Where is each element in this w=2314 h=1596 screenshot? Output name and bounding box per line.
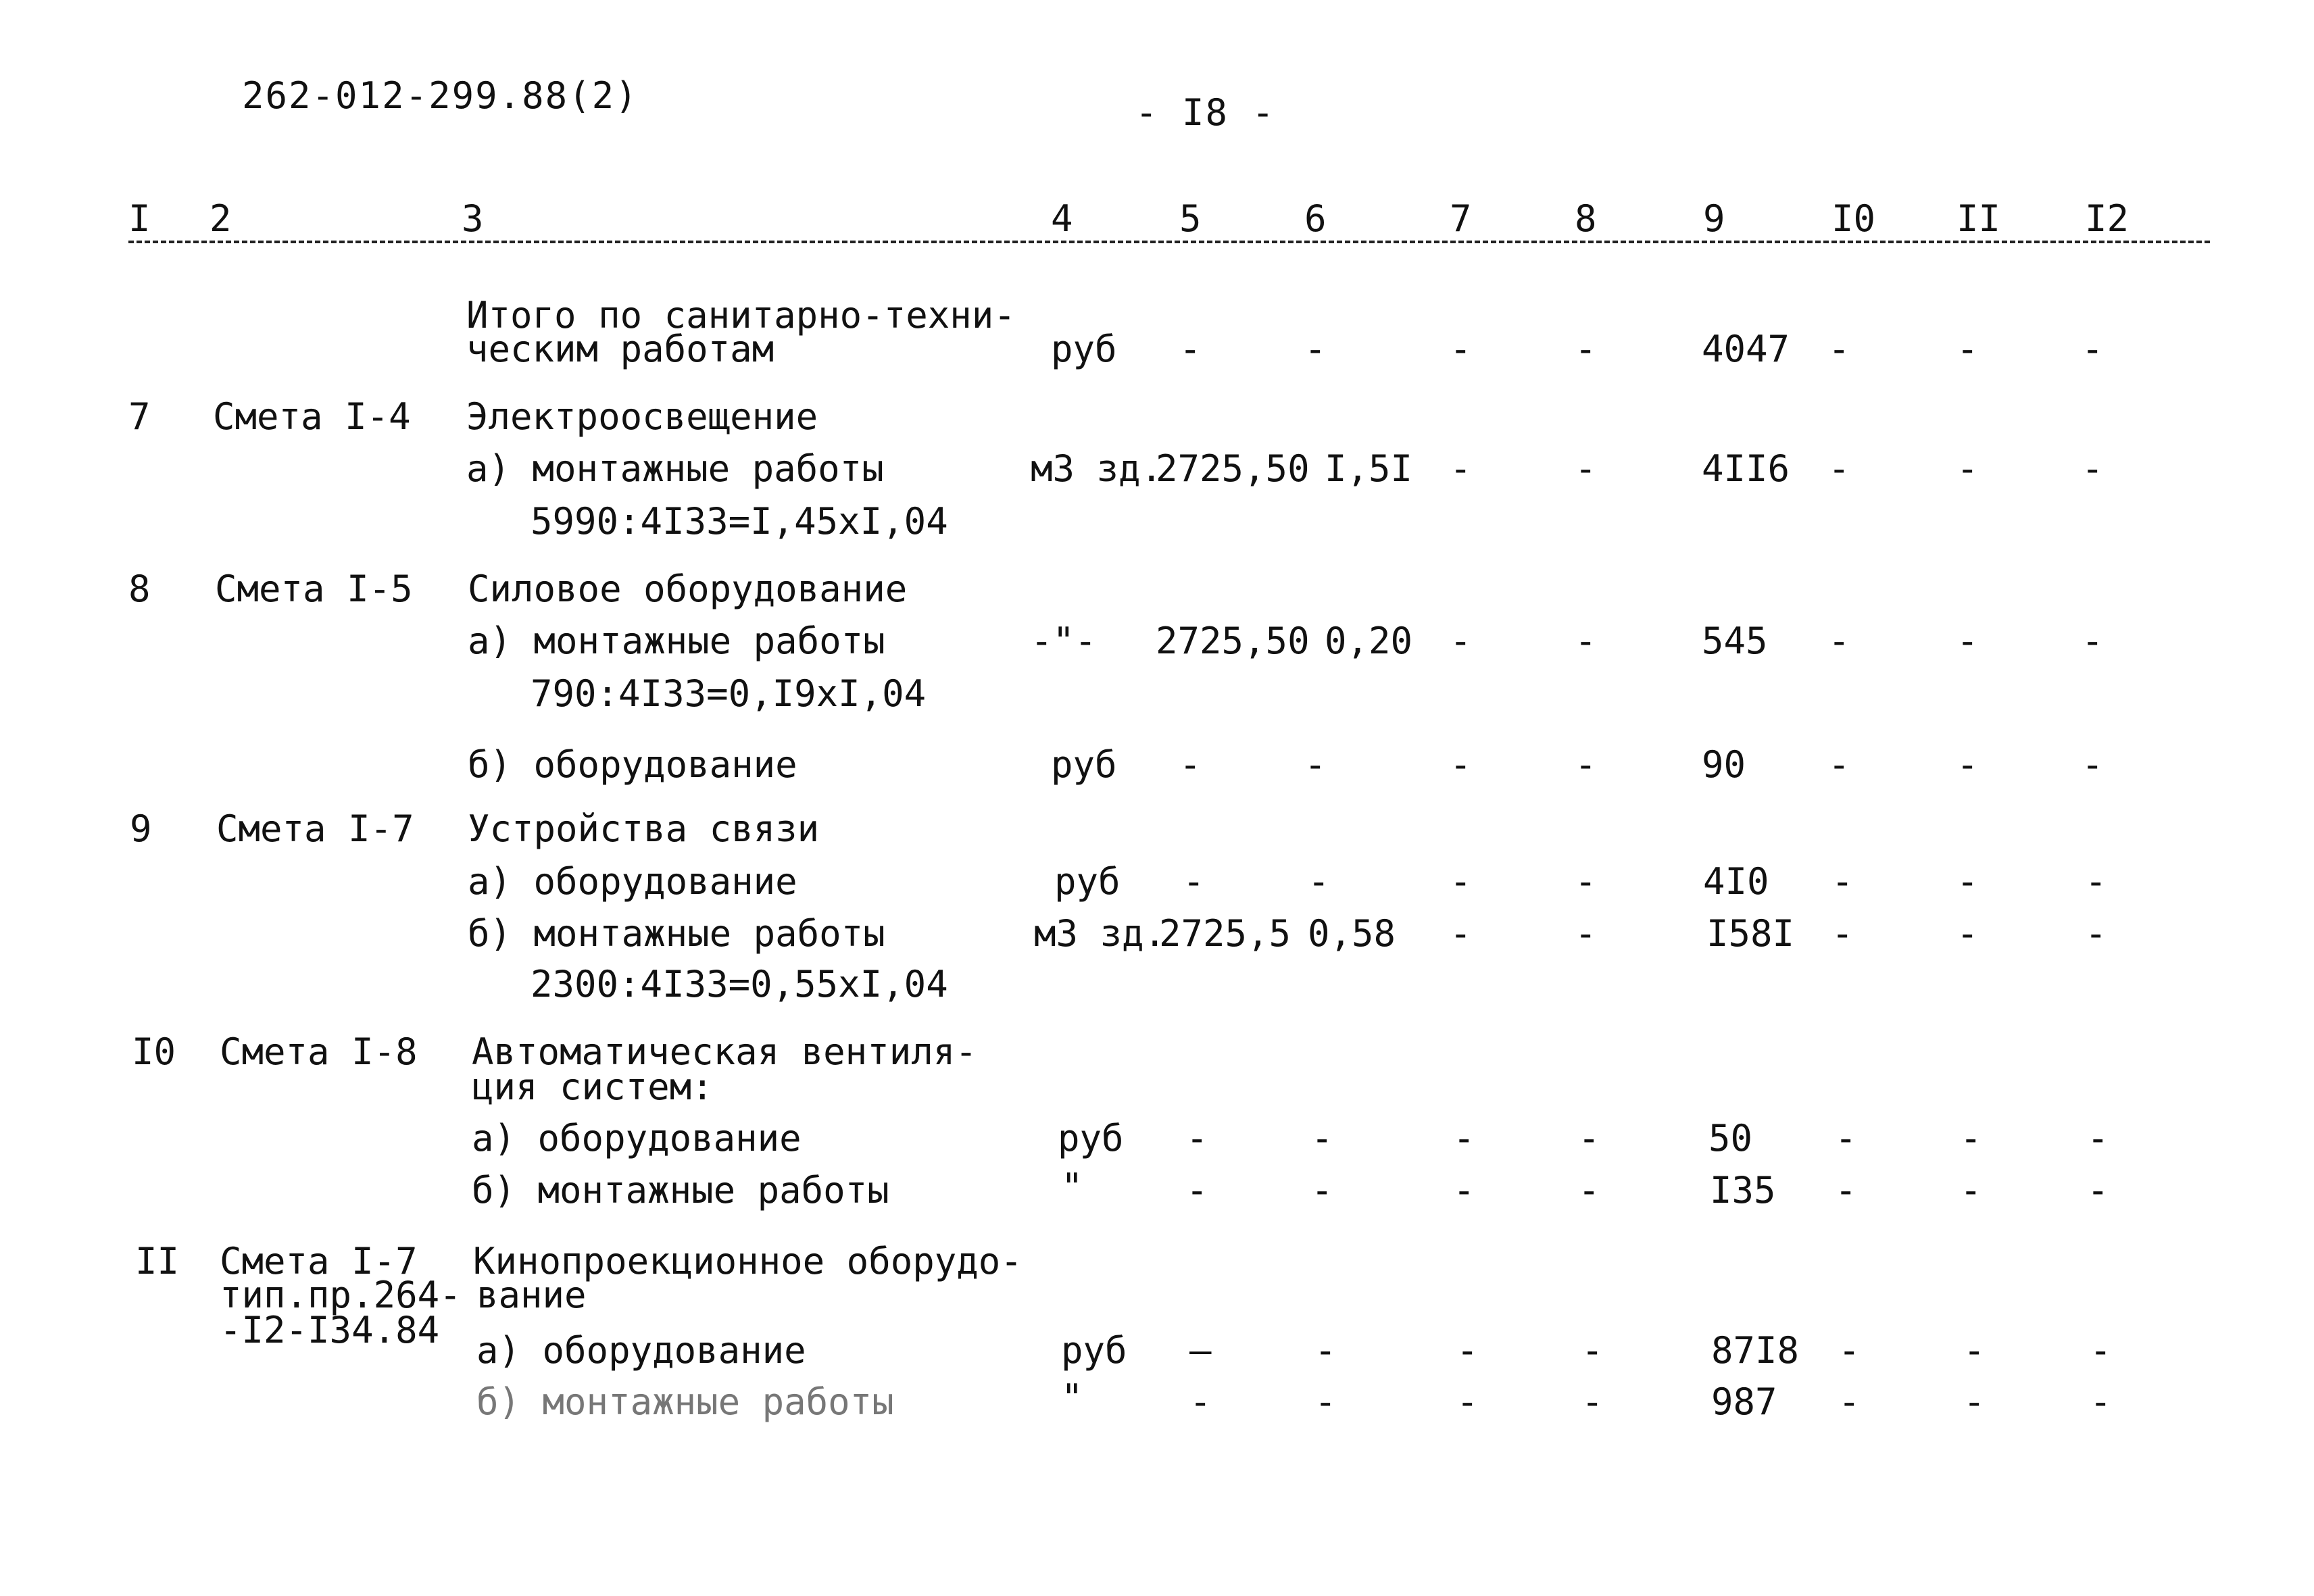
cell-unit: м3 зд. bbox=[1031, 447, 1163, 490]
cell-c6: - bbox=[1311, 1169, 1333, 1212]
cell-c8: - bbox=[1575, 743, 1597, 786]
cell-c11: - bbox=[1956, 860, 1979, 903]
cell-c12: - bbox=[2082, 328, 2104, 370]
cell-description: а) оборудование bbox=[472, 1117, 802, 1159]
cell-formula: 790:4I33=0,I9хI,04 bbox=[531, 672, 927, 715]
cell-c7: - bbox=[1450, 743, 1472, 786]
cell-description: Силовое оборудование bbox=[468, 568, 908, 610]
cell-unit: руб bbox=[1051, 743, 1117, 786]
cell-row-number: 9 bbox=[130, 807, 152, 850]
cell-reference: Смета I-7 bbox=[216, 807, 414, 850]
cell-c5: 2725,50 bbox=[1156, 447, 1310, 490]
cell-c6: - bbox=[1308, 860, 1330, 903]
cell-unit: руб bbox=[1058, 1117, 1124, 1159]
cell-description: б) монтажные работы bbox=[472, 1169, 889, 1212]
cell-row-number: 7 bbox=[128, 395, 151, 438]
cell-c11: - bbox=[1963, 1329, 1986, 1372]
column-header-4: 4 bbox=[1051, 197, 1073, 240]
cell-c11: - bbox=[1960, 1117, 1982, 1159]
cell-unit: м3 зд. bbox=[1034, 912, 1166, 955]
cell-c7: - bbox=[1456, 1329, 1479, 1372]
cell-c10: - bbox=[1831, 912, 1854, 955]
cell-description: б) монтажные работы bbox=[476, 1380, 894, 1423]
cell-total: 4II6 bbox=[1702, 447, 1790, 490]
cell-c12: - bbox=[2082, 620, 2104, 662]
cell-c6: I,5I bbox=[1325, 447, 1413, 490]
cell-reference: Смета I-4 bbox=[213, 395, 411, 438]
cell-c12: - bbox=[2087, 1169, 2109, 1212]
cell-c6: 0,58 bbox=[1308, 912, 1396, 955]
cell-total: 90 bbox=[1702, 743, 1746, 786]
cell-c7: - bbox=[1450, 620, 1472, 662]
cell-total: 4047 bbox=[1702, 328, 1790, 370]
cell-c5: - bbox=[1189, 1380, 1212, 1423]
column-header-1: I bbox=[128, 197, 151, 240]
cell-c5: 2725,50 bbox=[1156, 620, 1310, 662]
cell-description: б) оборудование bbox=[468, 743, 797, 786]
cell-c5: - bbox=[1186, 1117, 1208, 1159]
cell-c7: - bbox=[1456, 1380, 1479, 1423]
cell-reference: Смета I-5 bbox=[215, 568, 413, 610]
cell-c8: - bbox=[1575, 620, 1597, 662]
cell-c10: - bbox=[1828, 328, 1850, 370]
cell-row-number: I0 bbox=[132, 1030, 176, 1073]
cell-reference: тип.пр.264- bbox=[220, 1274, 462, 1316]
cell-description: а) оборудование bbox=[468, 860, 797, 903]
cell-c10: - bbox=[1838, 1380, 1861, 1423]
cell-c10: - bbox=[1831, 860, 1854, 903]
cell-unit: руб bbox=[1054, 860, 1121, 903]
cell-row-number: 8 bbox=[128, 568, 151, 610]
cell-reference: Смета I-7 bbox=[220, 1240, 418, 1282]
cell-c12: - bbox=[2090, 1329, 2112, 1372]
cell-description: ция систем: bbox=[472, 1066, 714, 1108]
cell-c8: - bbox=[1578, 1117, 1600, 1159]
cell-c6: - bbox=[1314, 1329, 1337, 1372]
cell-c5: - bbox=[1179, 328, 1202, 370]
column-header-3: 3 bbox=[462, 197, 484, 240]
cell-c5: - bbox=[1186, 1169, 1208, 1212]
cell-c7: - bbox=[1450, 860, 1472, 903]
cell-c6: - bbox=[1304, 328, 1327, 370]
cell-unit: руб bbox=[1051, 328, 1117, 370]
cell-c7: - bbox=[1453, 1169, 1475, 1212]
cell-c5: — bbox=[1189, 1329, 1212, 1372]
column-header-9: 9 bbox=[1703, 197, 1725, 240]
column-header-12: I2 bbox=[2085, 197, 2130, 240]
cell-c10: - bbox=[1838, 1329, 1861, 1372]
cell-description: а) оборудование bbox=[476, 1329, 806, 1372]
column-header-2: 2 bbox=[210, 197, 232, 240]
cell-unit: -"- bbox=[1031, 620, 1097, 662]
cell-total: I58I bbox=[1706, 912, 1795, 955]
cell-c5: - bbox=[1183, 860, 1205, 903]
cell-c7: - bbox=[1453, 1117, 1475, 1159]
cell-total: 50 bbox=[1708, 1117, 1753, 1159]
cell-description: Итого по санитарно-техни- bbox=[466, 294, 1016, 336]
cell-c8: - bbox=[1575, 328, 1597, 370]
cell-c6: - bbox=[1304, 743, 1327, 786]
cell-c10: - bbox=[1828, 447, 1850, 490]
column-header-11: II bbox=[1956, 197, 2001, 240]
cell-c12: - bbox=[2085, 912, 2107, 955]
cell-unit: руб bbox=[1061, 1329, 1127, 1372]
cell-c12: - bbox=[2090, 1380, 2112, 1423]
cell-c11: - bbox=[1956, 447, 1979, 490]
cell-reference: -I2-I34.84 bbox=[220, 1309, 440, 1351]
column-header-10: I0 bbox=[1831, 197, 1876, 240]
cell-c10: - bbox=[1828, 743, 1850, 786]
cell-total: 545 bbox=[1702, 620, 1768, 662]
cell-unit: " bbox=[1061, 1376, 1083, 1419]
cell-c10: - bbox=[1835, 1169, 1857, 1212]
cell-c8: - bbox=[1575, 447, 1597, 490]
cell-total: 87I8 bbox=[1711, 1329, 1800, 1372]
column-header-7: 7 bbox=[1450, 197, 1472, 240]
cell-c5: - bbox=[1179, 743, 1202, 786]
column-header-6: 6 bbox=[1304, 197, 1327, 240]
cell-total: 987 bbox=[1711, 1380, 1777, 1423]
cell-total: I35 bbox=[1710, 1169, 1776, 1212]
cell-description: вание bbox=[476, 1274, 587, 1316]
cell-description: Устройства связи bbox=[468, 807, 820, 850]
cell-c12: - bbox=[2082, 743, 2104, 786]
cell-c7: - bbox=[1450, 912, 1472, 955]
cell-c11: - bbox=[1956, 912, 1979, 955]
cell-description: Автоматическая вентиля- bbox=[472, 1030, 977, 1073]
cell-description: ческим работам bbox=[466, 328, 774, 370]
cell-description: а) монтажные работы bbox=[466, 447, 884, 490]
cell-description: Электроосвещение bbox=[466, 395, 818, 438]
column-header-5: 5 bbox=[1179, 197, 1202, 240]
cell-c6: - bbox=[1314, 1380, 1337, 1423]
cell-c5: 2725,5 bbox=[1159, 912, 1291, 955]
cell-c12: - bbox=[2082, 447, 2104, 490]
cell-description: а) монтажные работы bbox=[468, 620, 885, 662]
page-number: - I8 - bbox=[1135, 91, 1276, 134]
cell-c7: - bbox=[1450, 447, 1472, 490]
cell-c8: - bbox=[1581, 1380, 1604, 1423]
cell-c11: - bbox=[1963, 1380, 1986, 1423]
cell-row-number: II bbox=[135, 1240, 180, 1282]
cell-formula: 2300:4I33=0,55хI,04 bbox=[531, 963, 948, 1005]
cell-c12: - bbox=[2085, 860, 2107, 903]
cell-c11: - bbox=[1956, 743, 1979, 786]
cell-unit: " bbox=[1061, 1166, 1083, 1208]
cell-reference: Смета I-8 bbox=[220, 1030, 418, 1073]
cell-c8: - bbox=[1578, 1169, 1600, 1212]
cell-c10: - bbox=[1828, 620, 1850, 662]
cell-c11: - bbox=[1956, 328, 1979, 370]
document-code: 262-012-299.88(2) bbox=[242, 74, 639, 117]
cell-c11: - bbox=[1956, 620, 1979, 662]
cell-c8: - bbox=[1575, 912, 1597, 955]
cell-total: 4I0 bbox=[1703, 860, 1769, 903]
cell-c10: - bbox=[1835, 1117, 1857, 1159]
cell-c7: - bbox=[1450, 328, 1472, 370]
cell-c6: - bbox=[1311, 1117, 1333, 1159]
cell-c8: - bbox=[1575, 860, 1597, 903]
cell-description: Кинопроекционное оборудо- bbox=[473, 1240, 1023, 1282]
cell-formula: 5990:4I33=I,45хI,04 bbox=[531, 500, 948, 543]
cell-c12: - bbox=[2087, 1117, 2109, 1159]
header-rule bbox=[128, 241, 2210, 243]
cell-c11: - bbox=[1960, 1169, 1982, 1212]
cell-description: б) монтажные работы bbox=[468, 912, 885, 955]
cell-c6: 0,20 bbox=[1325, 620, 1413, 662]
column-header-8: 8 bbox=[1575, 197, 1597, 240]
cell-c8: - bbox=[1581, 1329, 1604, 1372]
